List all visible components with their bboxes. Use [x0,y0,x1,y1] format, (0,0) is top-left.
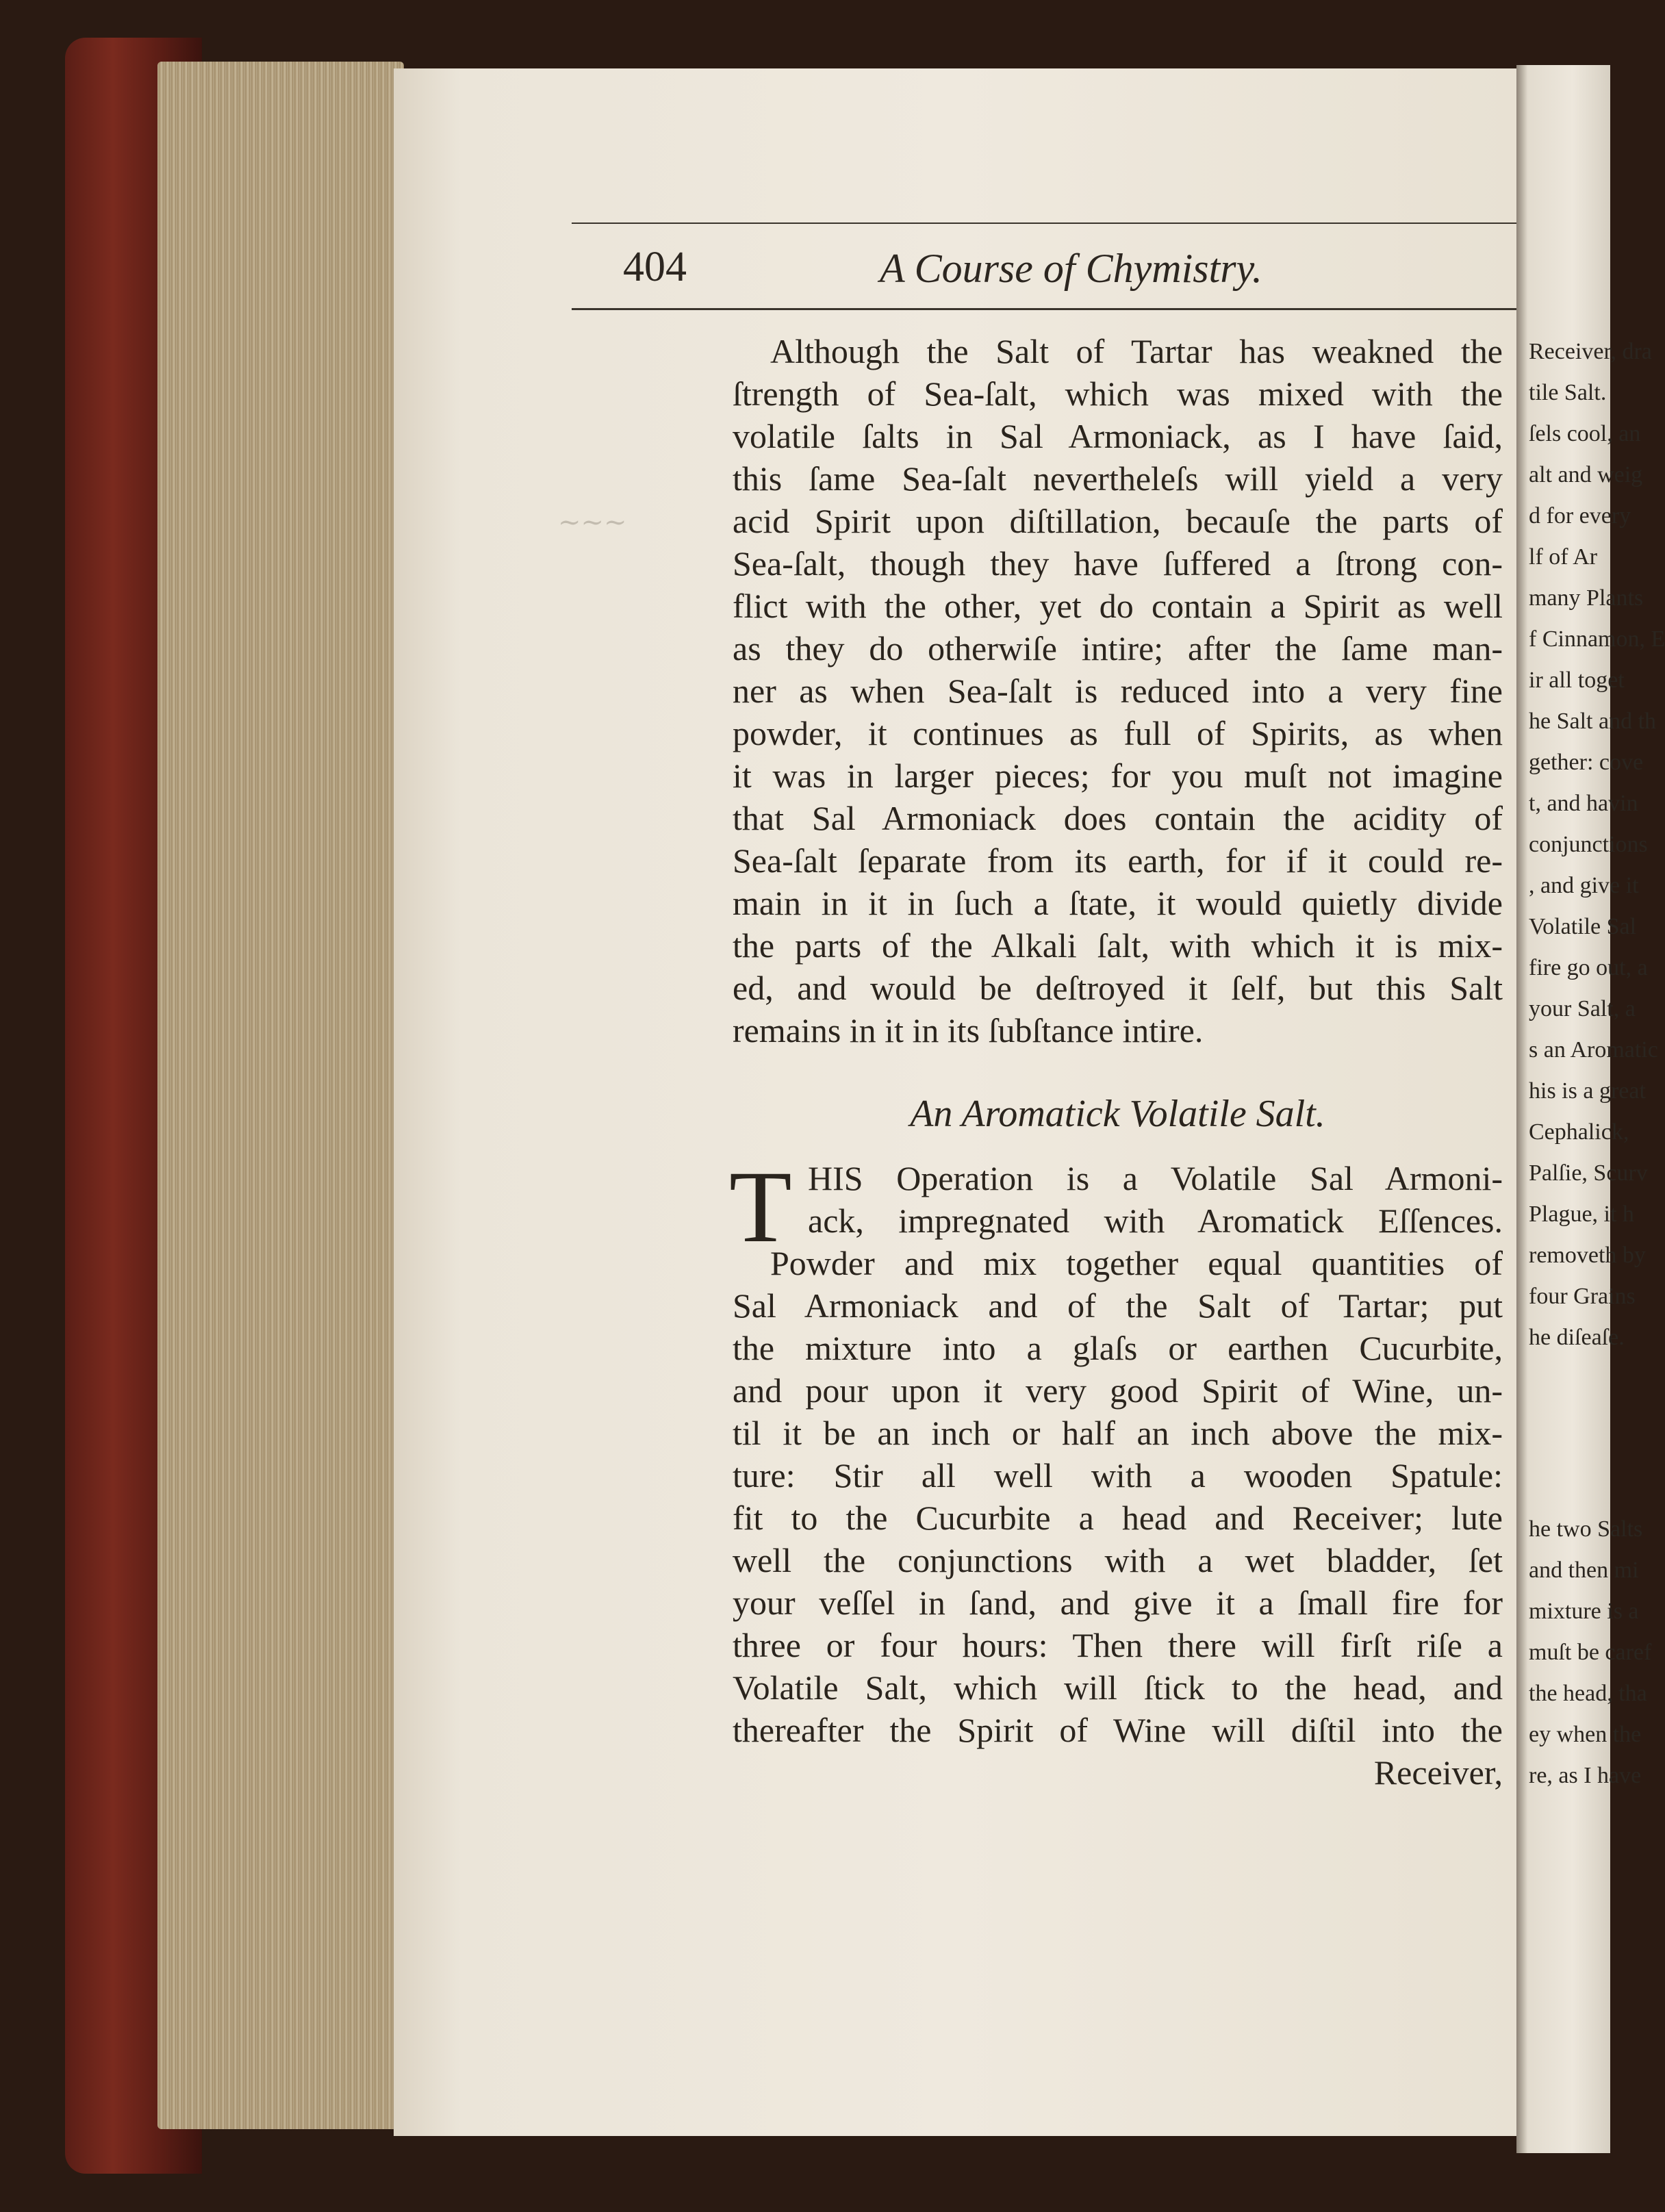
text-line: ner as when Sea-ſalt is reduced into a very fine [733,672,1503,710]
text-line: thereafter the Spirit of Wine will diſtil into the [733,1711,1503,1749]
facing-text-fragment: he Salt and th [1529,709,1657,734]
text-line: Sal Armoniack and of the Salt of Tartar; put [733,1286,1503,1325]
text-line: as they do otherwiſe intire; after the ſame man- [733,629,1503,668]
facing-text-fragment: Plague, it h [1529,1202,1634,1227]
section-heading: An Aromatick Volatile Salt. [910,1093,1325,1135]
header-rule-bottom [572,308,1516,310]
text-line: remains in it in its ſubſtance intire. [733,1011,1204,1050]
facing-text-fragment: lf of Ar [1529,544,1598,570]
header-rule-top [572,223,1516,224]
text-line: ack, impregnated with Aromatick Eſſences. [808,1202,1503,1240]
facing-text-fragment: f Cinnamon, E [1529,626,1665,652]
facing-text-fragment: muſt be caref [1529,1640,1652,1665]
text-line: Sea-ſalt, though they have ſuffered a ſtrong con- [733,544,1503,583]
show-through-text: ~~~ [558,507,627,538]
facing-text-fragment: Cephalick, [1529,1119,1629,1145]
section-paragraph [733,1157,1503,1794]
catchword: Receiver, [1373,1753,1503,1792]
facing-text-fragment: removeth by [1529,1243,1646,1268]
facing-text-fragment: Volatile Sal [1529,914,1637,939]
facing-text-fragment: tile Salt. [1529,380,1607,405]
text-line: the parts of the Alkali ſalt, with which it is mix- [733,926,1503,965]
text-line: main in it in ſuch a ſtate, it would quietly divide [733,884,1503,922]
facing-text-fragment: d for every [1529,503,1631,529]
facing-text-fragment: and then mi [1529,1558,1639,1583]
facing-text-fragment: gether: cove [1529,750,1644,775]
text-line: ſtrength of Sea-ſalt, which was mixed with the [733,374,1503,413]
page-block-edges [157,62,404,2129]
facing-text-fragment: fire go out, a [1529,955,1648,980]
facing-text-fragment: ey when the [1529,1722,1642,1747]
text-line: acid Spirit upon diſtillation, becauſe the parts of [733,502,1503,540]
facing-text-fragment: conjunctions [1529,832,1648,857]
facing-text-fragment: , and give it [1529,873,1639,898]
body-paragraph [733,330,1503,1052]
text-line: well the conjunctions with a wet bladder, ſet [733,1541,1503,1579]
text-line: this ſame Sea-ſalt nevertheleſs will yield a very [733,459,1503,498]
facing-text-fragment: alt and weig [1529,462,1643,487]
facing-text-fragment: Receiver, dra [1529,339,1652,364]
text-line: fit to the Cucurbite a head and Receiver; lute [733,1499,1503,1537]
text-line: the mixture into a glaſs or earthen Cucurbite, [733,1329,1503,1367]
text-line: ture: Stir all well with a wooden Spatule: [733,1456,1503,1495]
facing-text-fragment: Palſie, Scurv [1529,1160,1648,1186]
facing-text-fragment: four Grains [1529,1284,1636,1309]
facing-text-fragment: he diſeaſe. [1529,1325,1625,1350]
text-line: your veſſel in ſand, and give it a ſmall fire for [733,1584,1503,1622]
facing-text-fragment: many Plants [1529,585,1644,611]
book-page-left [394,68,1516,2136]
facing-text-fragment: t, and havin [1529,791,1638,816]
facing-text-fragment: mixture is a [1529,1599,1639,1624]
facing-text-fragment: ir all toget [1529,668,1625,693]
drop-cap: T [729,1150,792,1264]
page-number: 404 [623,244,687,290]
facing-text-fragment: his is a great [1529,1078,1646,1104]
text-line: flict with the other, yet do contain a Spirit as well [733,587,1503,625]
text-line: Although the Salt of Tartar has weakned the [770,332,1503,370]
text-line: powder, it continues as full of Spirits, as when [733,714,1503,752]
facing-text-fragment: s an Aromatic [1529,1037,1658,1063]
running-head: A Course of Chymistry. [880,246,1262,291]
facing-text-fragment: he two Salts [1529,1516,1643,1542]
facing-text-fragment: ſels cool, an [1529,421,1641,446]
text-line: it was in larger pieces; for you muſt not imagine [733,757,1503,795]
text-line: that Sal Armoniack does contain the acidity of [733,799,1503,837]
text-line: Powder and mix together equal quantities of [770,1244,1503,1282]
text-line: HIS Operation is a Volatile Sal Armoni- [808,1159,1503,1197]
book-page-right-edge [1516,65,1665,2153]
facing-text-fragment: your Salt, a [1529,996,1636,1021]
text-line: volatile ſalts in Sal Armoniack, as I have ſaid, [733,417,1503,455]
text-line: til it be an inch or half an inch above the mix- [733,1414,1503,1452]
text-line: three or four hours: Then there will firſt riſe a [733,1626,1503,1664]
text-line: and pour upon it very good Spirit of Wine, un- [733,1371,1503,1410]
facing-text-fragment: re, as I have [1529,1763,1642,1788]
text-line: ed, and would be deſtroyed it ſelf, but this Salt [733,969,1503,1007]
text-line: Sea-ſalt ſeparate from its earth, for if it could re- [733,841,1503,880]
facing-text-fragment: the head, tha [1529,1681,1647,1706]
text-line: Volatile Salt, which will ſtick to the head, and [733,1668,1503,1707]
